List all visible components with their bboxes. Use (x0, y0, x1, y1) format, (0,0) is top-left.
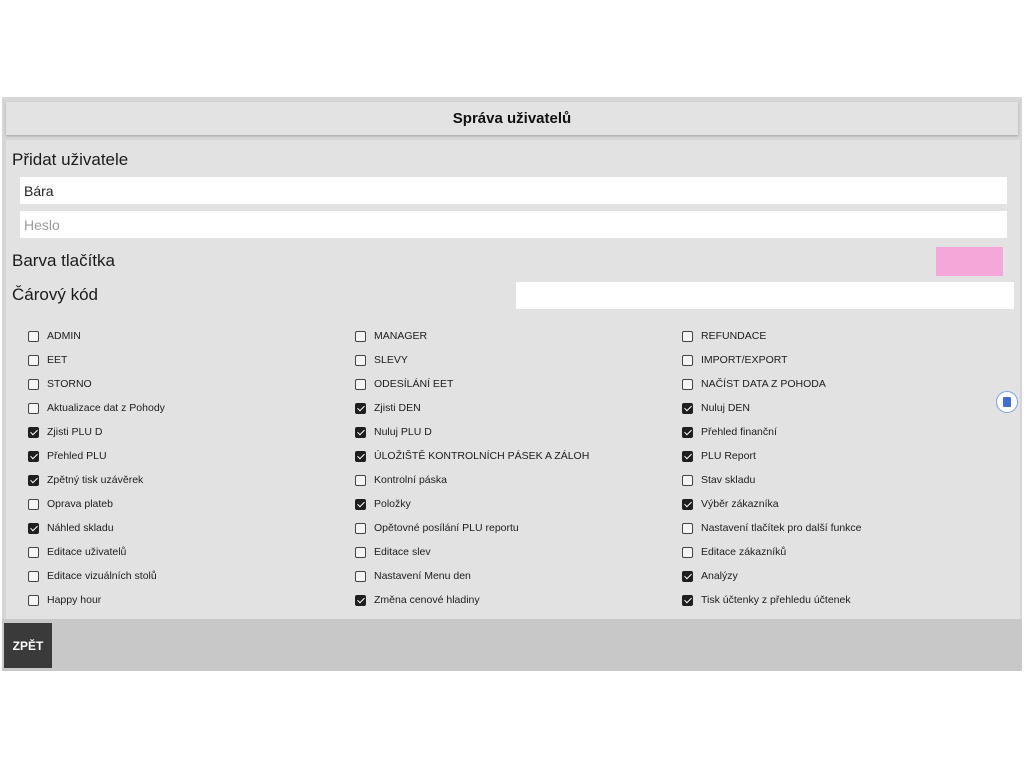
barcode-input[interactable] (516, 282, 1014, 309)
username-input[interactable] (20, 177, 1007, 204)
permission-item[interactable] (682, 444, 756, 468)
permission-label: Editace vizuálních stolů (47, 570, 157, 582)
checkbox-checked[interactable] (355, 427, 366, 438)
permission-label: Přehled finanční (701, 426, 777, 438)
permission-item[interactable] (355, 516, 519, 540)
permission-item[interactable] (682, 492, 779, 516)
permission-row (28, 468, 988, 492)
permission-label: Nuluj DEN (701, 402, 751, 414)
permission-item[interactable] (682, 588, 851, 612)
checkbox-checked[interactable] (682, 595, 693, 606)
checkbox-unchecked[interactable] (28, 547, 39, 558)
permission-label: Výběr zákazníka (701, 498, 779, 510)
checkbox-unchecked[interactable] (28, 403, 39, 414)
checkbox-unchecked[interactable] (355, 355, 366, 366)
permission-label: Nastavení Menu den (374, 570, 471, 582)
checkbox-checked[interactable] (355, 403, 366, 414)
permission-item[interactable] (355, 348, 408, 372)
checkbox-unchecked[interactable] (28, 595, 39, 606)
permission-label: Aktualizace dat z Pohody (47, 402, 165, 414)
permission-item[interactable] (355, 396, 421, 420)
checkbox-checked[interactable] (355, 451, 366, 462)
footer-bar (2, 619, 1022, 671)
checkbox-unchecked[interactable] (28, 355, 39, 366)
checkbox-unchecked[interactable] (682, 475, 693, 486)
permission-item[interactable] (355, 540, 431, 564)
checkbox-unchecked[interactable] (28, 499, 39, 510)
barcode-label: Čárový kód (12, 285, 98, 304)
permission-label: Zpětný tisk uzávěrek (47, 474, 144, 486)
permission-label: Kontrolní páska (374, 474, 447, 486)
page-title: Správa uživatelů (6, 102, 1018, 135)
permission-item[interactable] (28, 492, 113, 516)
checkbox-checked[interactable] (682, 451, 693, 462)
permission-label: Editace uživatelů (47, 546, 127, 558)
permission-item[interactable] (682, 348, 788, 372)
permission-row (28, 588, 988, 612)
permission-label: EET (47, 354, 68, 366)
checkbox-checked[interactable] (682, 403, 693, 414)
permission-row (28, 444, 988, 468)
checkbox-checked[interactable] (682, 499, 693, 510)
permission-item[interactable] (355, 564, 471, 588)
permission-row (28, 564, 988, 588)
permission-item[interactable] (28, 444, 107, 468)
checkbox-unchecked[interactable] (682, 547, 693, 558)
permission-item[interactable] (355, 420, 432, 444)
permission-label: STORNO (47, 378, 92, 390)
permission-label: Přehled PLU (47, 450, 107, 462)
checkbox-checked[interactable] (355, 595, 366, 606)
permission-item[interactable] (28, 540, 126, 564)
permission-label: Změna cenové hladiny (374, 594, 480, 606)
permission-label: REFUNDACE (701, 330, 767, 342)
checkbox-checked[interactable] (682, 571, 693, 582)
checkbox-unchecked[interactable] (682, 379, 693, 390)
permission-item[interactable] (682, 372, 826, 396)
checkbox-unchecked[interactable] (355, 523, 366, 534)
button-color-label: Barva tlačítka (12, 251, 115, 270)
permission-item[interactable] (682, 540, 786, 564)
permission-item[interactable] (682, 564, 738, 588)
permission-item[interactable] (682, 516, 862, 540)
permission-item[interactable] (28, 372, 92, 396)
permission-item[interactable] (682, 420, 777, 444)
back-button[interactable]: ZPĚT (4, 623, 52, 668)
permission-item[interactable] (682, 468, 755, 492)
permission-label: MANAGER (374, 330, 428, 342)
permission-label: Zjisti DEN (374, 402, 421, 414)
user-form-panel (6, 140, 1020, 619)
permission-row (28, 324, 988, 348)
permission-row (28, 420, 988, 444)
permission-label: Happy hour (47, 594, 102, 606)
permission-row (28, 516, 988, 540)
checkbox-unchecked[interactable] (355, 547, 366, 558)
permission-label: Editace slev (374, 546, 431, 558)
checkbox-unchecked[interactable] (28, 379, 39, 390)
permission-label: ADMIN (47, 330, 81, 342)
button-color-swatch[interactable] (936, 247, 1003, 276)
permission-label: Nuluj PLU D (374, 426, 432, 438)
permission-item[interactable] (28, 324, 81, 348)
permission-label: Nastavení tlačítek pro další funkce (701, 522, 862, 534)
checkbox-unchecked[interactable] (355, 475, 366, 486)
permission-item[interactable] (28, 516, 114, 540)
permission-label: SLEVY (374, 354, 408, 366)
checkbox-unchecked[interactable] (28, 331, 39, 342)
user-management-window (2, 97, 1022, 671)
permission-label: Oprava plateb (47, 498, 113, 510)
permission-label: NAČÍST DATA Z POHODA (701, 378, 826, 390)
checkbox-checked[interactable] (28, 451, 39, 462)
permission-item[interactable] (355, 588, 480, 612)
permission-row (28, 492, 988, 516)
checkbox-checked[interactable] (682, 427, 693, 438)
permission-item[interactable] (28, 420, 102, 444)
permission-label: ÚLOŽIŠTĚ KONTROLNÍCH PÁSEK A ZÁLOH (374, 450, 590, 462)
permission-row (28, 372, 988, 396)
checkbox-checked[interactable] (28, 427, 39, 438)
permission-label: Položky (374, 498, 411, 510)
permission-item[interactable] (355, 468, 447, 492)
checkbox-checked[interactable] (355, 499, 366, 510)
permission-item[interactable] (28, 468, 143, 492)
permission-item[interactable] (28, 348, 67, 372)
permission-label: Stav skladu (701, 474, 756, 486)
checkbox-unchecked[interactable] (682, 331, 693, 342)
permission-label: Opětovné posílání PLU reportu (374, 522, 519, 534)
permission-label: IMPORT/EXPORT (701, 354, 788, 366)
checkbox-unchecked[interactable] (355, 571, 366, 582)
permission-label: Náhled skladu (47, 522, 114, 534)
add-user-label: Přidat uživatele (12, 150, 129, 169)
permission-label: Tisk účtenky z přehledu účtenek (701, 594, 851, 606)
checkbox-checked[interactable] (28, 523, 39, 534)
notepad-icon[interactable] (996, 391, 1018, 413)
permissions-grid (28, 324, 988, 612)
permission-label: Zjisti PLU D (47, 426, 103, 438)
permission-item[interactable] (355, 372, 453, 396)
checkbox-checked[interactable] (28, 475, 39, 486)
permission-item[interactable] (682, 396, 750, 420)
permission-item[interactable] (355, 492, 411, 516)
checkbox-unchecked[interactable] (355, 379, 366, 390)
checkbox-unchecked[interactable] (355, 331, 366, 342)
permission-label: Analýzy (701, 570, 738, 582)
permission-row (28, 396, 988, 420)
permission-item[interactable] (28, 588, 101, 612)
checkbox-unchecked[interactable] (28, 571, 39, 582)
permission-row (28, 540, 988, 564)
permission-label: Editace zákazníků (701, 546, 787, 558)
permission-item[interactable] (28, 396, 165, 420)
permission-item[interactable] (28, 564, 157, 588)
password-input[interactable] (20, 211, 1007, 238)
checkbox-unchecked[interactable] (682, 355, 693, 366)
permission-label: PLU Report (701, 450, 756, 462)
permission-item[interactable] (355, 324, 427, 348)
checkbox-unchecked[interactable] (682, 523, 693, 534)
permission-item[interactable] (682, 324, 766, 348)
permission-label: ODESÍLÁNÍ EET (374, 378, 454, 390)
permission-row (28, 348, 988, 372)
permission-item[interactable] (355, 444, 589, 468)
